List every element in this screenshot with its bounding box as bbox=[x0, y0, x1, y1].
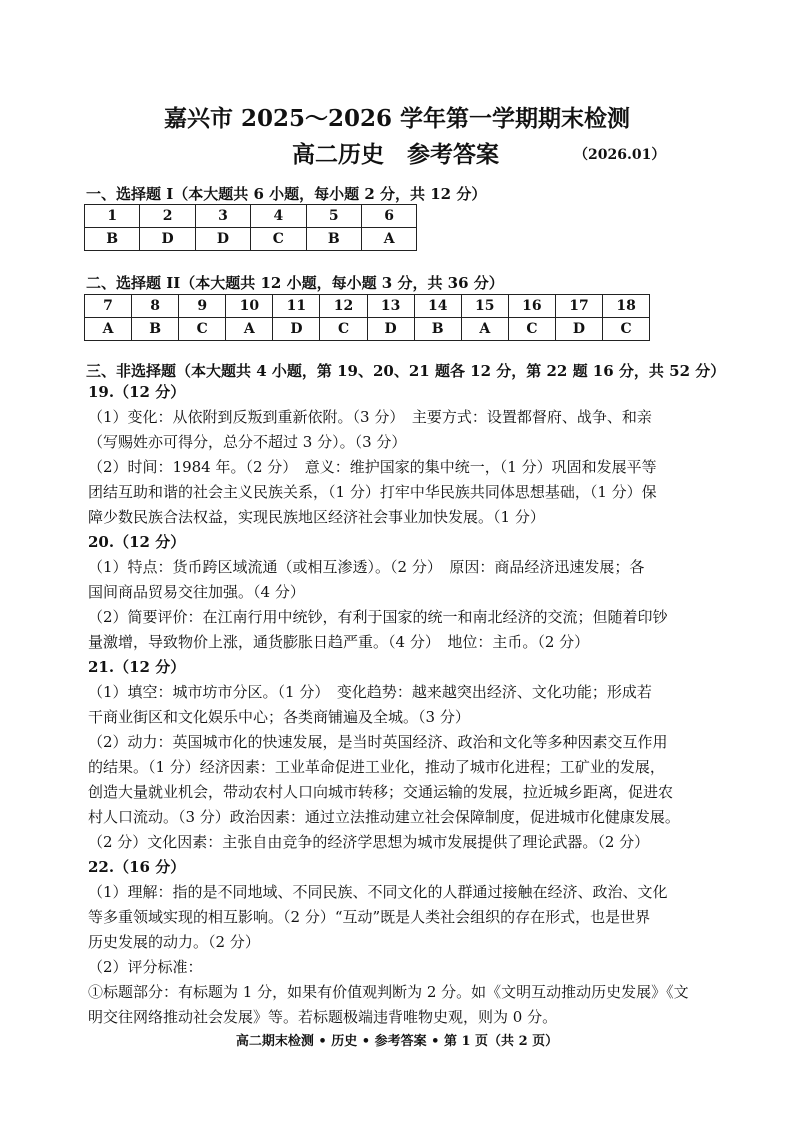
answer-cell: C bbox=[603, 318, 650, 341]
page-subtitle: 高二历史 参考答案 bbox=[292, 141, 499, 168]
answer-line: 创造大量就业机会，带动农村人口向城市转移；交通运输的发展，拉近城乡距离，促进农 bbox=[88, 783, 674, 801]
question-number: 6 bbox=[361, 205, 416, 228]
question-number: 15 bbox=[461, 295, 508, 318]
answer-cell: B bbox=[414, 318, 461, 341]
question-number: 4 bbox=[251, 205, 306, 228]
question-number: 11 bbox=[273, 295, 320, 318]
answer-line: 等多重领域实现的相互影响。（2 分）“互动”既是人类社会组织的存在形式，也是世界 bbox=[88, 908, 651, 926]
answer-cell: C bbox=[251, 228, 306, 251]
answer-line: 量激增，导致物价上涨，通货膨胀日趋严重。（4 分） 地位：主币。（2 分） bbox=[88, 633, 590, 651]
answer-cell: A bbox=[226, 318, 273, 341]
section2-heading: 二、选择题 II（本大题共 12 小题，每小题 3 分，共 36 分） bbox=[86, 274, 504, 292]
answer-row bbox=[85, 318, 650, 341]
answer-cell: D bbox=[273, 318, 320, 341]
answer-line: （1）特点：货币跨区域流通（或相互渗透）。（2 分） 原因：商品经济迅速发展；各 bbox=[88, 558, 645, 576]
answer-line: （1）填空：城市坊市分区。（1 分） 变化趋势：越来越突出经济、文化功能；形成若 bbox=[88, 683, 652, 701]
question-number-row bbox=[85, 205, 417, 228]
answer-line: （1）理解：指的是不同地域、不同民族、不同文化的人群通过接触在经济、政治、文化 bbox=[88, 883, 668, 901]
question-21-heading: 21.（12 分） bbox=[88, 658, 186, 676]
question-number: 9 bbox=[179, 295, 226, 318]
answer-cell: C bbox=[508, 318, 555, 341]
answer-line: （写赐姓亦可得分，总分不超过 3 分）。（3 分） bbox=[88, 433, 407, 451]
question-number: 2 bbox=[140, 205, 195, 228]
question-number: 16 bbox=[508, 295, 555, 318]
answer-cell: B bbox=[85, 228, 140, 251]
section3-heading: 三、非选择题（本大题共 4 小题，第 19、20、21 题各 12 分，第 22 题 16 分，共 52 分） bbox=[86, 362, 726, 380]
question-number: 10 bbox=[226, 295, 273, 318]
question-number: 12 bbox=[320, 295, 367, 318]
answer-cell: D bbox=[555, 318, 602, 341]
answer-line: ①标题部分：有标题为 1 分，如果有价值观判断为 2 分。如《文明互动推动历史发展》《文 bbox=[88, 983, 689, 1001]
question-number: 7 bbox=[85, 295, 132, 318]
answer-line: （2）评分标准： bbox=[88, 958, 203, 976]
answer-line: （2）动力：英国城市化的快速发展，是当时英国经济、政治和文化等多种因素交互作用 bbox=[88, 733, 668, 751]
answer-line: 团结互助和谐的社会主义民族关系，（1 分）打牢中华民族共同体思想基础，（1 分）保 bbox=[88, 483, 657, 501]
question-number: 18 bbox=[603, 295, 650, 318]
question-number: 8 bbox=[132, 295, 179, 318]
answer-line: 干商业街区和文化娱乐中心；各类商铺遍及全城。（3 分） bbox=[88, 708, 470, 726]
answer-line: 明交往网络推动社会发展》等。若标题极端违背唯物史观，则为 0 分。 bbox=[88, 1008, 558, 1026]
answer-cell: D bbox=[140, 228, 195, 251]
section3-answers bbox=[88, 380, 708, 1030]
answer-cell: A bbox=[361, 228, 416, 251]
answer-cell: D bbox=[367, 318, 414, 341]
question-22-heading: 22.（16 分） bbox=[88, 858, 186, 876]
question-number: 1 bbox=[85, 205, 140, 228]
answer-line: 国间商品贸易交往加强。（4 分） bbox=[88, 583, 305, 601]
answer-cell: C bbox=[320, 318, 367, 341]
answer-line: （2 分）文化因素：主张自由竞争的经济学思想为城市发展提供了理论武器。（2 分） bbox=[88, 833, 650, 851]
answer-cell: A bbox=[461, 318, 508, 341]
answer-line: （2）时间：1984 年。（2 分） 意义：维护国家的集中统一，（1 分）巩固和发展平等 bbox=[88, 458, 657, 476]
answer-cell: B bbox=[132, 318, 179, 341]
answer-line: （2）简要评价：在江南行用中统钞，有利于国家的统一和南北经济的交流；但随着印钞 bbox=[88, 608, 668, 626]
answer-cell: D bbox=[195, 228, 250, 251]
answer-cell: B bbox=[306, 228, 361, 251]
answer-row bbox=[85, 228, 417, 251]
question-20-heading: 20.（12 分） bbox=[88, 533, 186, 551]
answer-line: 村人口流动。（3 分）政治因素：通过立法推动建立社会保障制度，促进城市化健康发展。 bbox=[88, 808, 680, 826]
question-number: 17 bbox=[555, 295, 602, 318]
question-number: 3 bbox=[195, 205, 250, 228]
answer-cell: A bbox=[85, 318, 132, 341]
question-number: 14 bbox=[414, 295, 461, 318]
exam-date: （2026.01） bbox=[574, 147, 666, 163]
answer-line: 的结果。（1 分）经济因素：工业革命促进工业化，推动了城市化进程；工矿业的发展， bbox=[88, 758, 665, 776]
answer-line: 障少数民族合法权益，实现民族地区经济社会事业加快发展。（1 分） bbox=[88, 508, 545, 526]
page-footer: 高二期末检测 • 历史 • 参考答案 • 第 1 页（共 2 页） bbox=[235, 1034, 559, 1049]
page-title: 嘉兴市 2025～2026 学年第一学期期末检测 bbox=[163, 105, 631, 132]
question-number-row bbox=[85, 295, 650, 318]
answer-line: （1）变化：从依附到反叛到重新依附。（3 分） 主要方式：设置都督府、战争、和亲 bbox=[88, 408, 652, 426]
question-number: 13 bbox=[367, 295, 414, 318]
answer-line: 历史发展的动力。（2 分） bbox=[88, 933, 260, 951]
question-19-heading: 19.（12 分） bbox=[88, 383, 186, 401]
question-number: 5 bbox=[306, 205, 361, 228]
section2-answer-table bbox=[84, 294, 650, 341]
section1-answer-table bbox=[84, 204, 417, 251]
answer-cell: C bbox=[179, 318, 226, 341]
section1-heading: 一、选择题 I（本大题共 6 小题，每小题 2 分，共 12 分） bbox=[86, 185, 487, 203]
